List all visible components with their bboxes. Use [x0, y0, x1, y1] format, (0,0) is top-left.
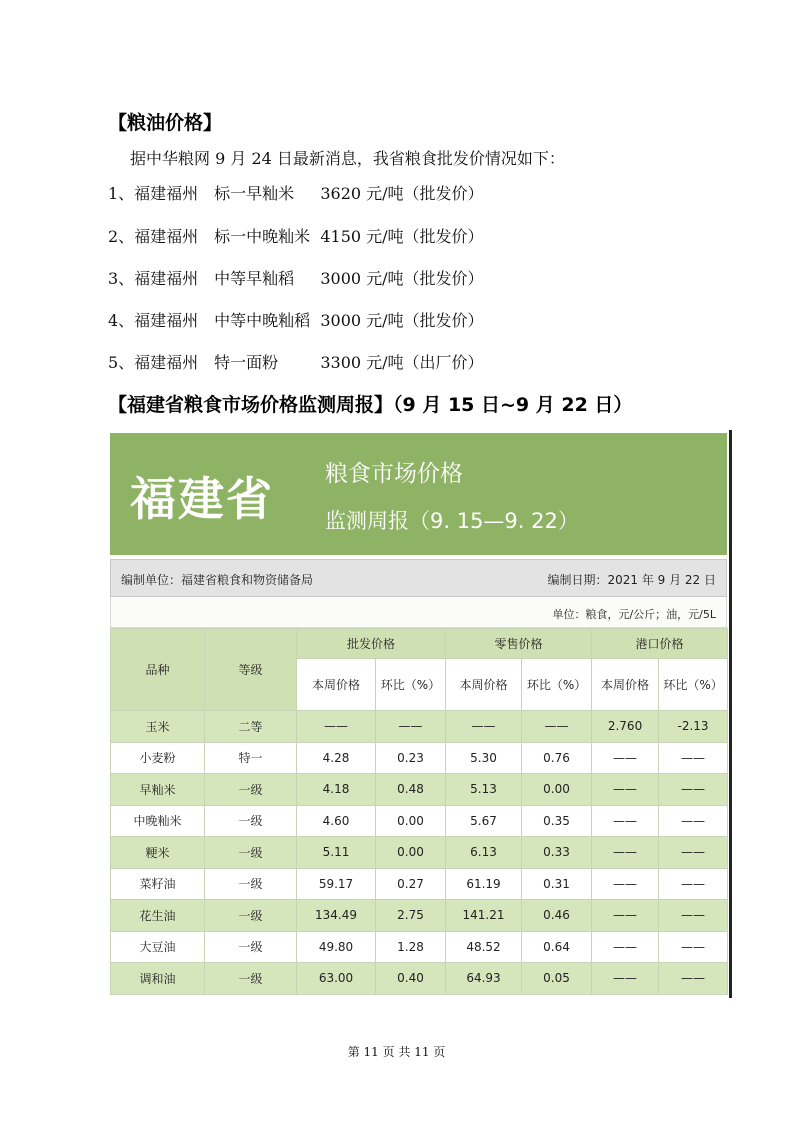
image-border	[729, 430, 732, 998]
table-cell: 5.11	[297, 837, 376, 869]
table-cell: 0.27	[376, 868, 446, 900]
intro-text: 据中华粮网 9 月 24 日最新消息，我省粮食批发价情况如下：	[130, 149, 565, 168]
table-cell: 2.760	[592, 711, 659, 743]
section-heading-weekly-report: 【福建省粮食市场价格监测周报】（9 月 15 日~9 月 22 日）	[108, 394, 633, 416]
banner-province: 福建省	[130, 472, 274, 526]
price-item: 4、福建福州 中等中晚籼稻 3000 元/吨（批发价）	[108, 311, 484, 330]
table-cell: 0.33	[522, 837, 592, 869]
compile-date: 编制日期：2021 年 9 月 22 日	[547, 573, 716, 587]
report-banner	[110, 433, 727, 555]
table-cell: 63.00	[297, 963, 376, 995]
table-cell: 5.13	[446, 774, 522, 806]
price-table-container	[110, 559, 727, 995]
header-wholesale: 批发价格	[297, 629, 446, 659]
table-cell: ——	[659, 900, 728, 932]
table-cell: 花生油	[111, 900, 205, 932]
table-cell: 一级	[205, 774, 297, 806]
price-item: 5、福建福州 特一面粉 3300 元/吨（出厂价）	[108, 353, 484, 372]
unit-text: 单位：粮食，元/公斤；油，元/5L	[552, 608, 716, 621]
table-cell: -2.13	[659, 711, 728, 743]
table-cell: 1.28	[376, 931, 446, 963]
table-cell: 玉米	[111, 711, 205, 743]
table-cell: ——	[659, 742, 728, 774]
table-cell: ——	[592, 805, 659, 837]
table-cell: ——	[592, 931, 659, 963]
table-cell: ——	[592, 900, 659, 932]
table-row	[111, 742, 728, 774]
table-cell: 64.93	[446, 963, 522, 995]
header-variety: 品种	[111, 629, 205, 711]
header-wholesale-mom: 环比（%）	[376, 659, 446, 711]
table-cell: 48.52	[446, 931, 522, 963]
header-port: 港口价格	[592, 629, 728, 659]
table-cell: 0.31	[522, 868, 592, 900]
table-cell: 0.76	[522, 742, 592, 774]
banner-subtitle: 监测周报（9. 15—9. 22）	[325, 509, 579, 533]
table-row	[111, 963, 728, 995]
header-port-mom: 环比（%）	[659, 659, 728, 711]
table-cell: 0.46	[522, 900, 592, 932]
table-cell: ——	[659, 868, 728, 900]
table-cell: 0.64	[522, 931, 592, 963]
table-cell: ——	[522, 711, 592, 743]
table-cell: 4.28	[297, 742, 376, 774]
header-grade: 等级	[205, 629, 297, 711]
header-retail: 零售价格	[446, 629, 592, 659]
table-cell: 141.21	[446, 900, 522, 932]
table-cell: 0.00	[376, 805, 446, 837]
header-port-price: 本周价格	[592, 659, 659, 711]
table-cell: ——	[376, 711, 446, 743]
banner-title: 粮食市场价格	[325, 461, 463, 487]
table-cell: ——	[297, 711, 376, 743]
price-item: 2、福建福州 标一中晚籼米 4150 元/吨（批发价）	[108, 227, 484, 246]
table-cell: 早籼米	[111, 774, 205, 806]
table-cell: 49.80	[297, 931, 376, 963]
table-row	[111, 805, 728, 837]
table-cell: 一级	[205, 837, 297, 869]
price-item: 3、福建福州 中等早籼稻 3000 元/吨（批发价）	[108, 269, 484, 288]
table-cell: 0.00	[376, 837, 446, 869]
table-cell: 2.75	[376, 900, 446, 932]
table-cell: 0.35	[522, 805, 592, 837]
header-retail-price: 本周价格	[446, 659, 522, 711]
table-row	[111, 868, 728, 900]
table-cell: 61.19	[446, 868, 522, 900]
table-cell: ——	[659, 963, 728, 995]
table-cell: 粳米	[111, 837, 205, 869]
table-cell: 特一	[205, 742, 297, 774]
table-cell: 4.60	[297, 805, 376, 837]
table-cell: 大豆油	[111, 931, 205, 963]
table-cell: 菜籽油	[111, 868, 205, 900]
table-cell: 一级	[205, 868, 297, 900]
table-cell: 一级	[205, 900, 297, 932]
table-cell: ——	[659, 805, 728, 837]
table-row	[111, 900, 728, 932]
table-cell: 调和油	[111, 963, 205, 995]
table-cell: ——	[446, 711, 522, 743]
table-row	[111, 774, 728, 806]
table-cell: ——	[659, 774, 728, 806]
table-cell: 一级	[205, 931, 297, 963]
table-cell: 小麦粉	[111, 742, 205, 774]
table-cell: 0.05	[522, 963, 592, 995]
table-cell: 0.00	[522, 774, 592, 806]
table-cell: 0.48	[376, 774, 446, 806]
table-row	[111, 711, 728, 743]
table-cell: 4.18	[297, 774, 376, 806]
table-cell: ——	[592, 774, 659, 806]
section-heading-oil-prices: 【粮油价格】	[108, 112, 223, 134]
table-cell: 一级	[205, 805, 297, 837]
table-row	[111, 837, 728, 869]
table-cell: 0.40	[376, 963, 446, 995]
header-retail-mom: 环比（%）	[522, 659, 592, 711]
table-cell: 6.13	[446, 837, 522, 869]
table-cell: ——	[592, 868, 659, 900]
table-body	[111, 711, 728, 995]
unit-row	[110, 597, 727, 628]
compiler-unit: 编制单位：福建省粮食和物资储备局	[121, 573, 314, 587]
table-info-row	[110, 559, 727, 597]
table-cell: 134.49	[297, 900, 376, 932]
table-cell: ——	[592, 742, 659, 774]
table-row	[111, 931, 728, 963]
table-cell: 5.30	[446, 742, 522, 774]
table-cell: ——	[592, 963, 659, 995]
price-item: 1、福建福州 标一早籼米 3620 元/吨（批发价）	[108, 184, 484, 203]
table-cell: 一级	[205, 963, 297, 995]
price-table	[110, 628, 728, 995]
table-cell: ——	[592, 837, 659, 869]
table-cell: 中晚籼米	[111, 805, 205, 837]
header-wholesale-price: 本周价格	[297, 659, 376, 711]
table-cell: 二等	[205, 711, 297, 743]
table-cell: ——	[659, 931, 728, 963]
table-cell: 59.17	[297, 868, 376, 900]
table-cell: 5.67	[446, 805, 522, 837]
table-cell: ——	[659, 837, 728, 869]
table-cell: 0.23	[376, 742, 446, 774]
page-footer: 第 11 页 共 11 页	[347, 1045, 446, 1059]
